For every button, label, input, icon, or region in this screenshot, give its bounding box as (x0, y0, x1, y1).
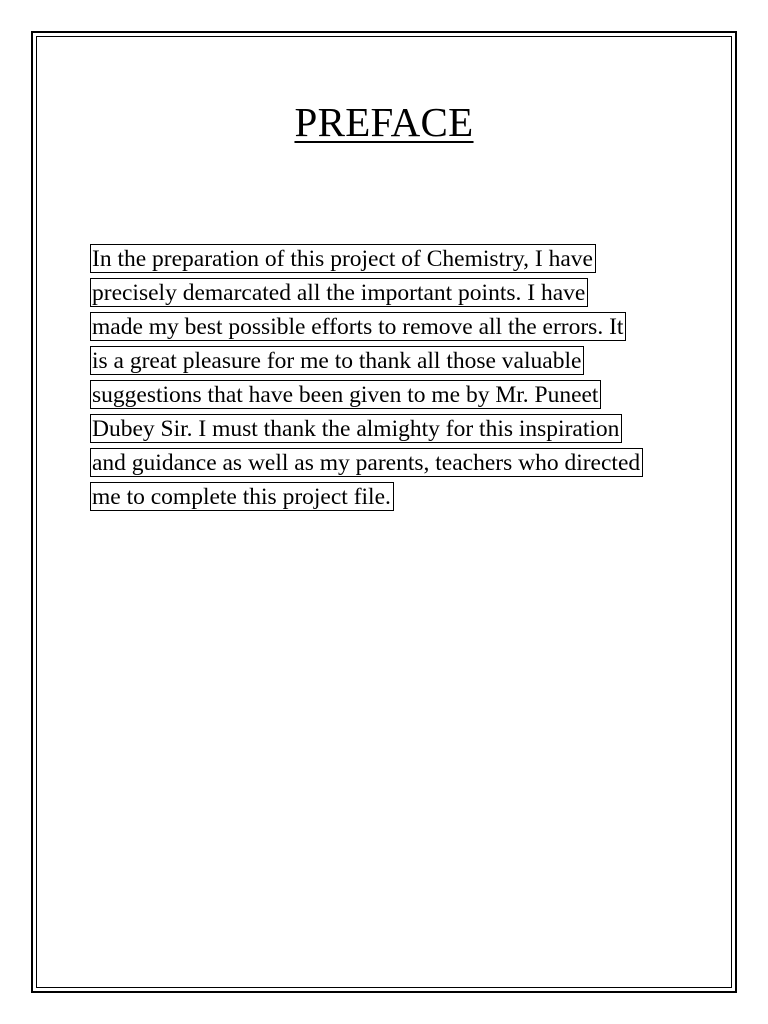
paragraph-line-text: made my best possible efforts to remove all the errors. It (90, 312, 626, 341)
paragraph-line (90, 479, 690, 513)
paragraph-line-text: is a great pleasure for me to thank all those valuable (90, 346, 584, 375)
paragraph-line-text: me to complete this project file. (90, 482, 394, 511)
paragraph-line (90, 241, 690, 275)
paragraph-line-text: Dubey Sir. I must thank the almighty for this inspiration (90, 414, 622, 443)
paragraph-line-text: precisely demarcated all the important points. I have (90, 278, 588, 307)
paragraph-line (90, 377, 690, 411)
page-title: PREFACE (294, 99, 474, 145)
paragraph-line (90, 343, 690, 377)
paragraph-line (90, 411, 690, 445)
paragraph-line (90, 309, 690, 343)
paragraph-line-text: and guidance as well as my parents, teachers who directed (90, 448, 643, 477)
paragraph-line-text: suggestions that have been given to me by Mr. Puneet (90, 380, 601, 409)
paragraph-line-text: In the preparation of this project of Chemistry, I have (90, 244, 596, 273)
paragraph-line (90, 275, 690, 309)
preface-paragraph (90, 241, 690, 513)
paragraph-line (90, 445, 690, 479)
